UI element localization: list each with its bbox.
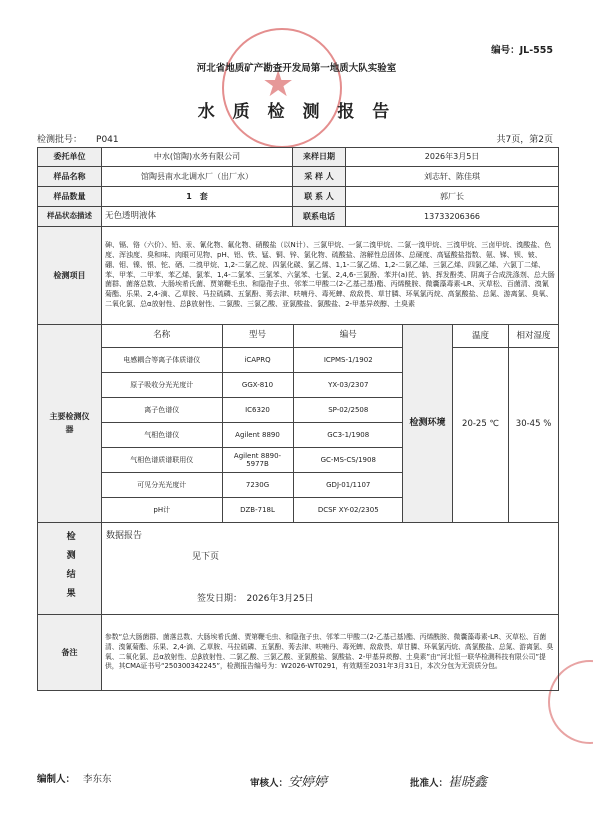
reviewer [250,771,327,790]
sample-name-label: 样品名称 [38,167,102,187]
temp-label: 温度 [453,325,508,348]
sample-name-value: 馆陶县南水北调水厂（出厂水） [102,167,293,187]
page-count: 共7页，第2页 [496,135,553,145]
batch-label: 检测批号： [37,135,83,145]
result-label: 检测结果 [64,530,75,607]
issue-date: 签发日期： 2026年3月25日 [197,594,314,604]
sample-date-value: 2026年3月5日 [346,148,559,167]
sampler-value: 刘志轩、陈佳琪 [346,167,559,187]
inst-model: DZB-718L [222,498,293,523]
result-cell [102,523,559,615]
reviewer-label: 审核人： [250,778,289,789]
humidity-label: 相对湿度 [509,325,558,348]
inst-model: 7230G [222,473,293,498]
inst-name: 可见分光光度计 [102,473,222,498]
reviewer-signature: 安婷婷 [288,775,328,790]
temp-value: 20-25 ℃ [462,419,499,430]
remarks-text: 参数“总大肠菌群、菌落总数、大肠埃希氏菌、贾第鞭毛虫、和隐孢子虫、邻苯二甲酸二(2-乙基己基)酯、丙烯酰胺、微囊藻毒素-LR、灭草松、百菌清、溴氰菊酯、乐果、2,4-滴、乙草胺、马拉硫磷、五氯酚、莠去津、呋喃丹、毒死蜱、敌敌畏、草甘膦、环氧氯丙烷、高氯酸盐、总氮、游离氯、臭氧、二氧化氯、总α放射性、总β放射性、二氯乙酸、三氯乙酸、亚氯酸盐、氯酸盐、2-甲基异莰醇、土臭素”由“河北恒一联华检测科技有限公司”提供，其CMA证书号“250300342245”，检测报告编号为：W2026-WT0291，有效期至2031年3月31日，本次分包为无资质分包。 [102,615,559,691]
editor-name: 李东东 [83,774,112,785]
seal-star-icon: ★ [262,64,295,105]
inst-model: iCAPRQ [222,348,293,373]
report-table [37,147,559,691]
col-id: 编号 [293,325,403,348]
contact-value: 郭厂长 [346,187,559,207]
inst-name: 电感耦合等离子体质谱仪 [102,348,222,373]
editor-label: 编制人： [37,774,76,785]
inst-id: GDJ-01/1107 [293,473,403,498]
items-label: 检测项目 [38,227,102,325]
humidity-cell [509,325,559,523]
inst-name: 气相色谱质谱联用仪 [102,448,222,473]
instruments-label: 主要检测仪 器 [38,325,102,523]
client-label: 委托单位 [38,148,102,167]
inst-id: DCSF XY-02/2305 [317,505,379,514]
inst-id: YX-03/2307 [293,373,403,398]
approver [410,771,487,790]
result-see-below: 见下页 [192,552,220,562]
count-value: 1 套 [102,187,293,207]
inst-id: GC-MS-CS/1908 [293,448,403,473]
state-value: 无色透明液体 [102,207,293,227]
result-label-cell [38,523,102,615]
inst-model: Agilent 8890 [222,423,293,448]
col-model: 型号 [222,325,293,348]
serial-number: 编号：JL-555 [491,45,553,56]
batch-value: P041 [96,135,119,145]
instrument-table [102,325,403,522]
col-name: 名称 [102,325,222,348]
count-label: 样品数量 [38,187,102,207]
sample-date-label: 来样日期 [293,148,346,167]
instrument-list [102,325,403,523]
page-title: 水 质 检 测 报 告 [197,102,396,122]
humidity-value: 30-45 % [515,419,552,430]
inst-id: GC3-1/1908 [293,423,403,448]
approver-label: 批准人： [410,778,449,789]
result-report: 数据报告 [106,531,143,541]
inst-id: ICPMS-1/1902 [293,348,403,373]
editor [37,771,112,785]
sampler-label: 采 样 人 [293,167,346,187]
phone-value: 13733206366 [346,207,559,227]
inst-model: Agilent 8890-5977B [222,448,293,473]
lab-name: 河北省地质矿产勘查开发局第一地质大队实验室 [196,63,397,74]
inst-model: GGX-810 [222,373,293,398]
inst-id: SP-02/2508 [293,398,403,423]
client-value: 中水(馆陶)水务有限公司 [102,148,293,167]
remarks-label: 备注 [38,615,102,691]
inst-name: pH计 [102,498,222,523]
contact-label: 联 系 人 [293,187,346,207]
phone-label: 联系电话 [293,207,346,227]
inst-name: 原子吸收分光光度计 [102,373,222,398]
inst-model: IC6320 [222,398,293,423]
state-label: 样品状态描述 [38,207,102,227]
approver-signature: 崔晓鑫 [448,775,488,790]
inst-name: 气相色谱仪 [102,423,222,448]
inst-name: 离子色谱仪 [102,398,222,423]
temp-cell [453,325,509,523]
batch-number [37,132,119,145]
items-list: 砷、镉、铬（六价）、铅、汞、氰化物、氟化物、硝酸盐（以N计）、三氯甲烷、一氯二溴甲烷、二氯一溴甲烷、三溴甲烷、三卤甲烷、溴酸盐、色度、浑浊度、臭和味、肉眼可见物、pH、铝、铁、锰、铜、锌、氯化物、硫酸盐、溶解性总固体、总硬度、高锰酸盐指数、氨、锑、钡、铍、硼、钼、镍、银、铊、硒、二溴甲烷、1,2-二氯乙烷、四氯化碳、氯乙烯、1,1-二氯乙烯、1,2-二氯乙烯、三氯乙烯、四氯乙烯、六氯丁二烯、苯、甲苯、二甲苯、苯乙烯、氯苯、1,4-二氯苯、三氯苯、六氯苯、七氯、2,4,6-三氯酚、苯并(a)芘、钠、挥发酚类、阴离子合成洗涤剂、总大肠菌群、菌落总数、大肠埃希氏菌、贾第鞭毛虫、和隐孢子虫、邻苯二甲酸二(2-乙基己基)酯、丙烯酰胺、微囊藻毒素-LR、灭草松、百菌清、溴氰菊酯、乐果、2,4-滴、乙草胺、马拉硫磷、五氯酚、莠去津、呋喃丹、毒死蜱、敌敌畏、草甘膦、环氧氯丙烷、高氯酸盐、总氮、游离氯、臭氧、二氧化氯、总α放射性、总β放射性、二氯酸、三氯乙酸、亚氯酸盐、氯酸盐、2-甲基异莰醇、土臭素 [102,227,559,325]
env-label: 检测环境 [403,325,453,523]
